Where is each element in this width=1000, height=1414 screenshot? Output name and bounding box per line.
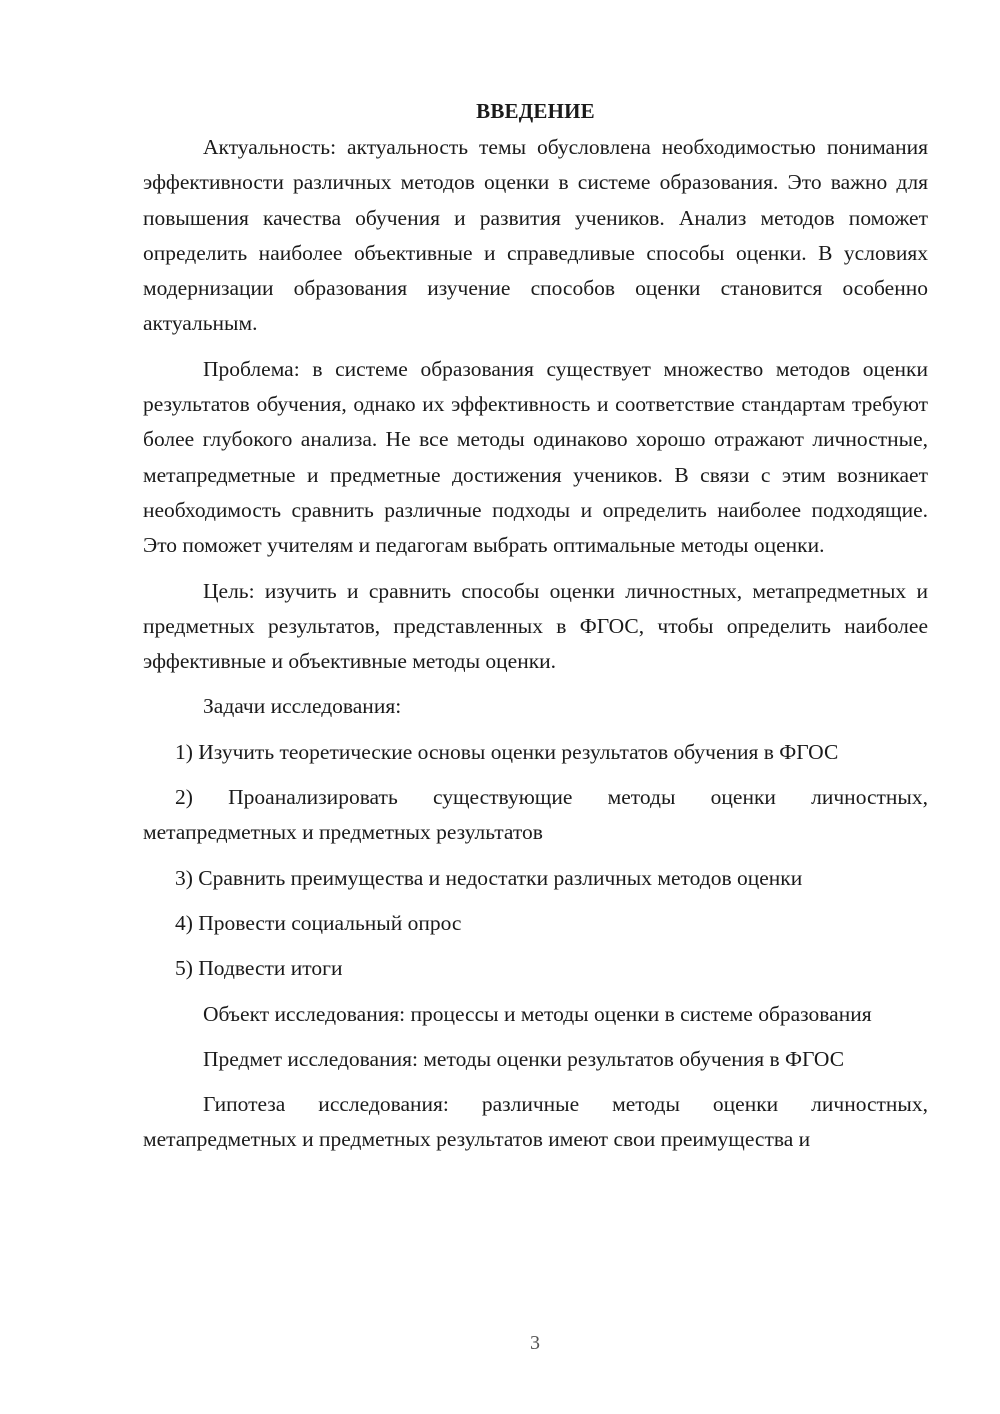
document-title: ВВЕДЕНИЕ (476, 99, 595, 123)
paragraph-problem: Проблема: в системе образования существует множество методов оценки результатов обучения, однако их эффективность и соответствие стандартам требуют более глубокого анализа. Не все методы одинаково хорошо отражают личностные, метапредметные и предметные достижения учеников. В связи с этим возникает необходимость сравнить различные подходы и определить наиболее подходящие. Это поможет учителям и педагогам выбрать оптимальные методы оценки. (143, 356, 928, 558)
paragraph-tasks-heading: Задачи исследования: (203, 694, 402, 719)
document-page (143, 96, 928, 1158)
page-number: 3 (530, 1332, 540, 1354)
task-item-5: 5) Подвести итоги (175, 956, 343, 981)
paragraph-subject: Предмет исследования: методы оценки результатов обучения в ФГОС (203, 1046, 845, 1071)
task-item-4: 4) Провести социальный опрос (175, 910, 462, 935)
task-item-1: 1) Изучить теоретические основы оценки результатов обучения в ФГОС (175, 739, 839, 764)
task-item-3: 3) Сравнить преимущества и недостатки различных методов оценки (175, 865, 803, 890)
paragraph-goal: Цель: изучить и сравнить способы оценки личностных, метапредметных и предметных результатов, представленных в ФГОС, чтобы определить наиболее эффективные и объективные методы оценки. (143, 578, 928, 674)
task-item-2: 2) Проанализировать существующие методы оценки личностных, метапредметных и предметных результатов (143, 785, 928, 845)
paragraph-object: Объект исследования: процессы и методы оценки в системе образования (203, 1001, 872, 1026)
paragraph-relevance: Актуальность: актуальность темы обусловлена необходимостью понимания эффективности различных методов оценки в системе образования. Это важно для повышения качества обучения и развития учеников. Анализ методов поможет определить наиболее объективные и справедливые способы оценки. В условиях модернизации образования изучение способов оценки становится особенно актуальным. (143, 135, 928, 336)
paragraph-hypothesis: Гипотеза исследования: различные методы оценки личностных, метапредметных и предметных результатов имеют свои преимущества и (143, 1092, 928, 1152)
